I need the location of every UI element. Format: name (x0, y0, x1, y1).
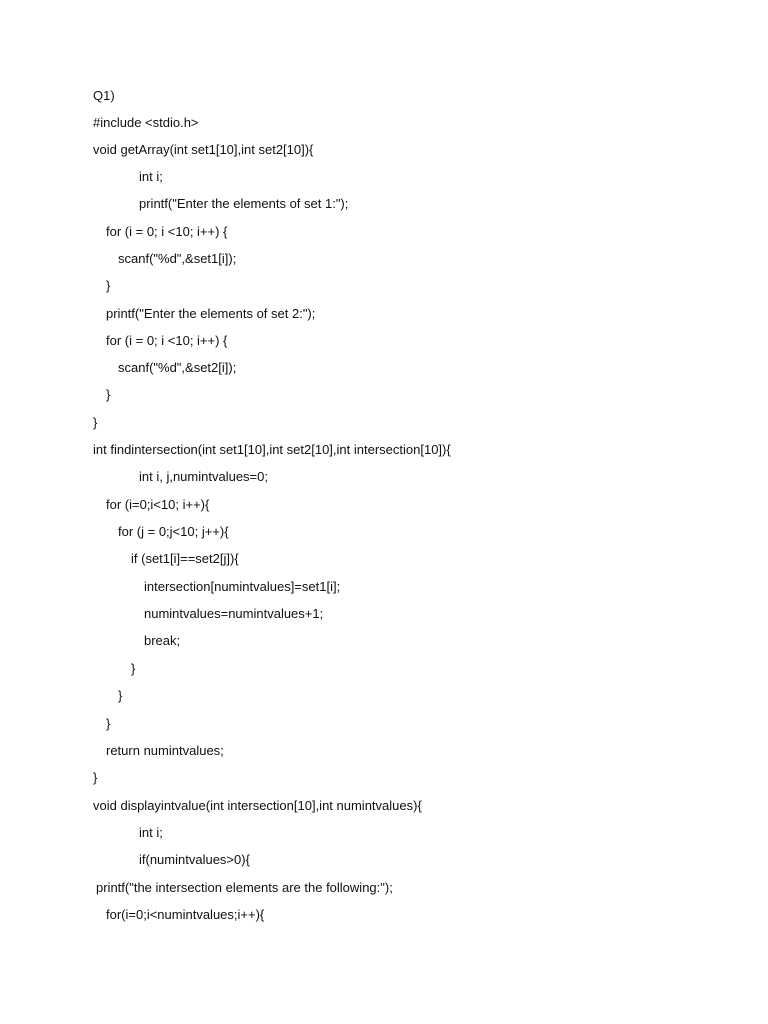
code-line: } (106, 387, 111, 402)
question-label: Q1) (93, 88, 115, 103)
code-line: int i; (139, 169, 163, 184)
code-line: for (j = 0;j<10; j++){ (118, 524, 229, 539)
code-line: } (118, 688, 123, 703)
code-line: for (i = 0; i <10; i++) { (106, 224, 228, 239)
code-line: } (131, 661, 136, 676)
code-line: for(i=0;i<numintvalues;i++){ (106, 907, 265, 922)
code-line: intersection[numintvalues]=set1[i]; (144, 579, 341, 594)
code-line: printf("the intersection elements are the following:"); (96, 880, 393, 895)
code-line: for (i=0;i<10; i++){ (106, 497, 210, 512)
code-line: scanf("%d",&set1[i]); (118, 251, 237, 266)
code-line: int findintersection(int set1[10],int set2[10],int intersection[10]){ (93, 442, 451, 457)
code-line: if (set1[i]==set2[j]){ (131, 551, 239, 566)
code-line: printf("Enter the elements of set 1:"); (139, 196, 349, 211)
code-line: void displayintvalue(int intersection[10],int numintvalues){ (93, 798, 422, 813)
code-line: if(numintvalues>0){ (139, 852, 250, 867)
code-line: } (106, 716, 111, 731)
code-line: break; (144, 633, 181, 648)
code-line: void getArray(int set1[10],int set2[10]){ (93, 142, 314, 157)
code-line: scanf("%d",&set2[i]); (118, 360, 237, 375)
code-line: for (i = 0; i <10; i++) { (106, 333, 228, 348)
code-line: } (93, 415, 98, 430)
code-line: int i; (139, 825, 163, 840)
code-line: return numintvalues; (106, 743, 224, 758)
code-line: numintvalues=numintvalues+1; (144, 606, 324, 621)
code-line: } (106, 278, 111, 293)
code-line: #include <stdio.h> (93, 115, 199, 130)
code-line: int i, j,numintvalues=0; (139, 469, 268, 484)
code-line: printf("Enter the elements of set 2:"); (106, 306, 316, 321)
code-line: } (93, 770, 98, 785)
